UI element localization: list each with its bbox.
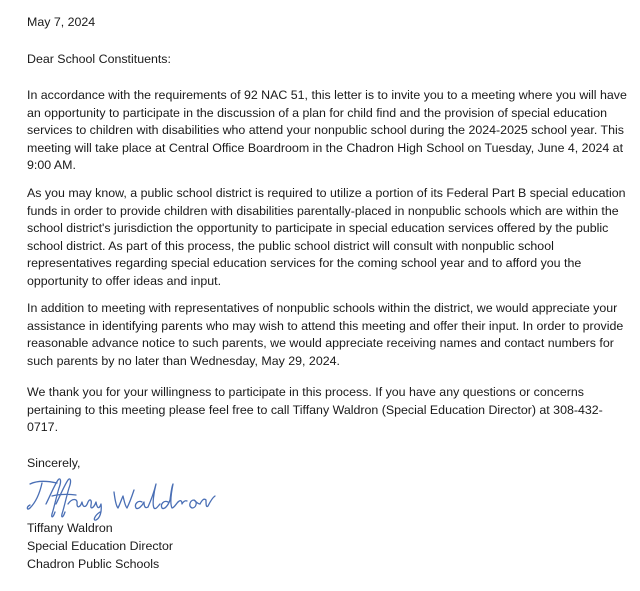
salutation: Dear School Constituents:	[27, 52, 171, 66]
paragraph-meeting-invitation: In accordance with the requirements of 92 NAC 51, this letter is to invite you to a meeting where you will have an opportunity to participate in the discussion of a plan for child find and the provision of special education services to children with disabilities who attend your nonpublic school during the 2024-2025 school year. This meeting will take place at Central Office Boardroom in the Chadron High School on Tuesday, June 4, 2024 at 9:00 AM.	[27, 88, 627, 173]
handwritten-signature	[24, 474, 219, 522]
signer-organization: Chadron Public Schools	[27, 557, 160, 571]
signer-name: Tiffany Waldron	[27, 521, 113, 535]
signer-title: Special Education Director	[27, 539, 174, 553]
paragraph-federal-funds: As you may know, a public school district is required to utilize a portion of its Federal Part B special education funds in order to provide children with disabilities parentally-placed in nonpublic schools which are within the school district's jurisdiction the opportunity to participate in special education services offered by the public school district. As part of this process, the public school district will consult with nonpublic school representatives regarding special education services for the coming school year and to afford you the opportunity to offer ideas and input.	[27, 186, 626, 288]
paragraph-thanks-contact: We thank you for your willingness to participate in this process. If you have any questions or concerns pertaining to this meeting please feel free to call Tiffany Waldron (Special Education Director) at 308-432-0717.	[27, 385, 603, 435]
closing: Sincerely,	[27, 456, 81, 470]
paragraph-parent-assistance: In addition to meeting with representatives of nonpublic schools within the district, we would appreciate your assistance in identifying parents who may wish to attend this meeting and offer their input. In order to provide reasonable advance notice to such parents, we would appreciate receiving names and contact numbers for such parents by no later than Wednesday, May 29, 2024.	[27, 301, 624, 368]
letter-date: May 7, 2024	[27, 15, 96, 29]
